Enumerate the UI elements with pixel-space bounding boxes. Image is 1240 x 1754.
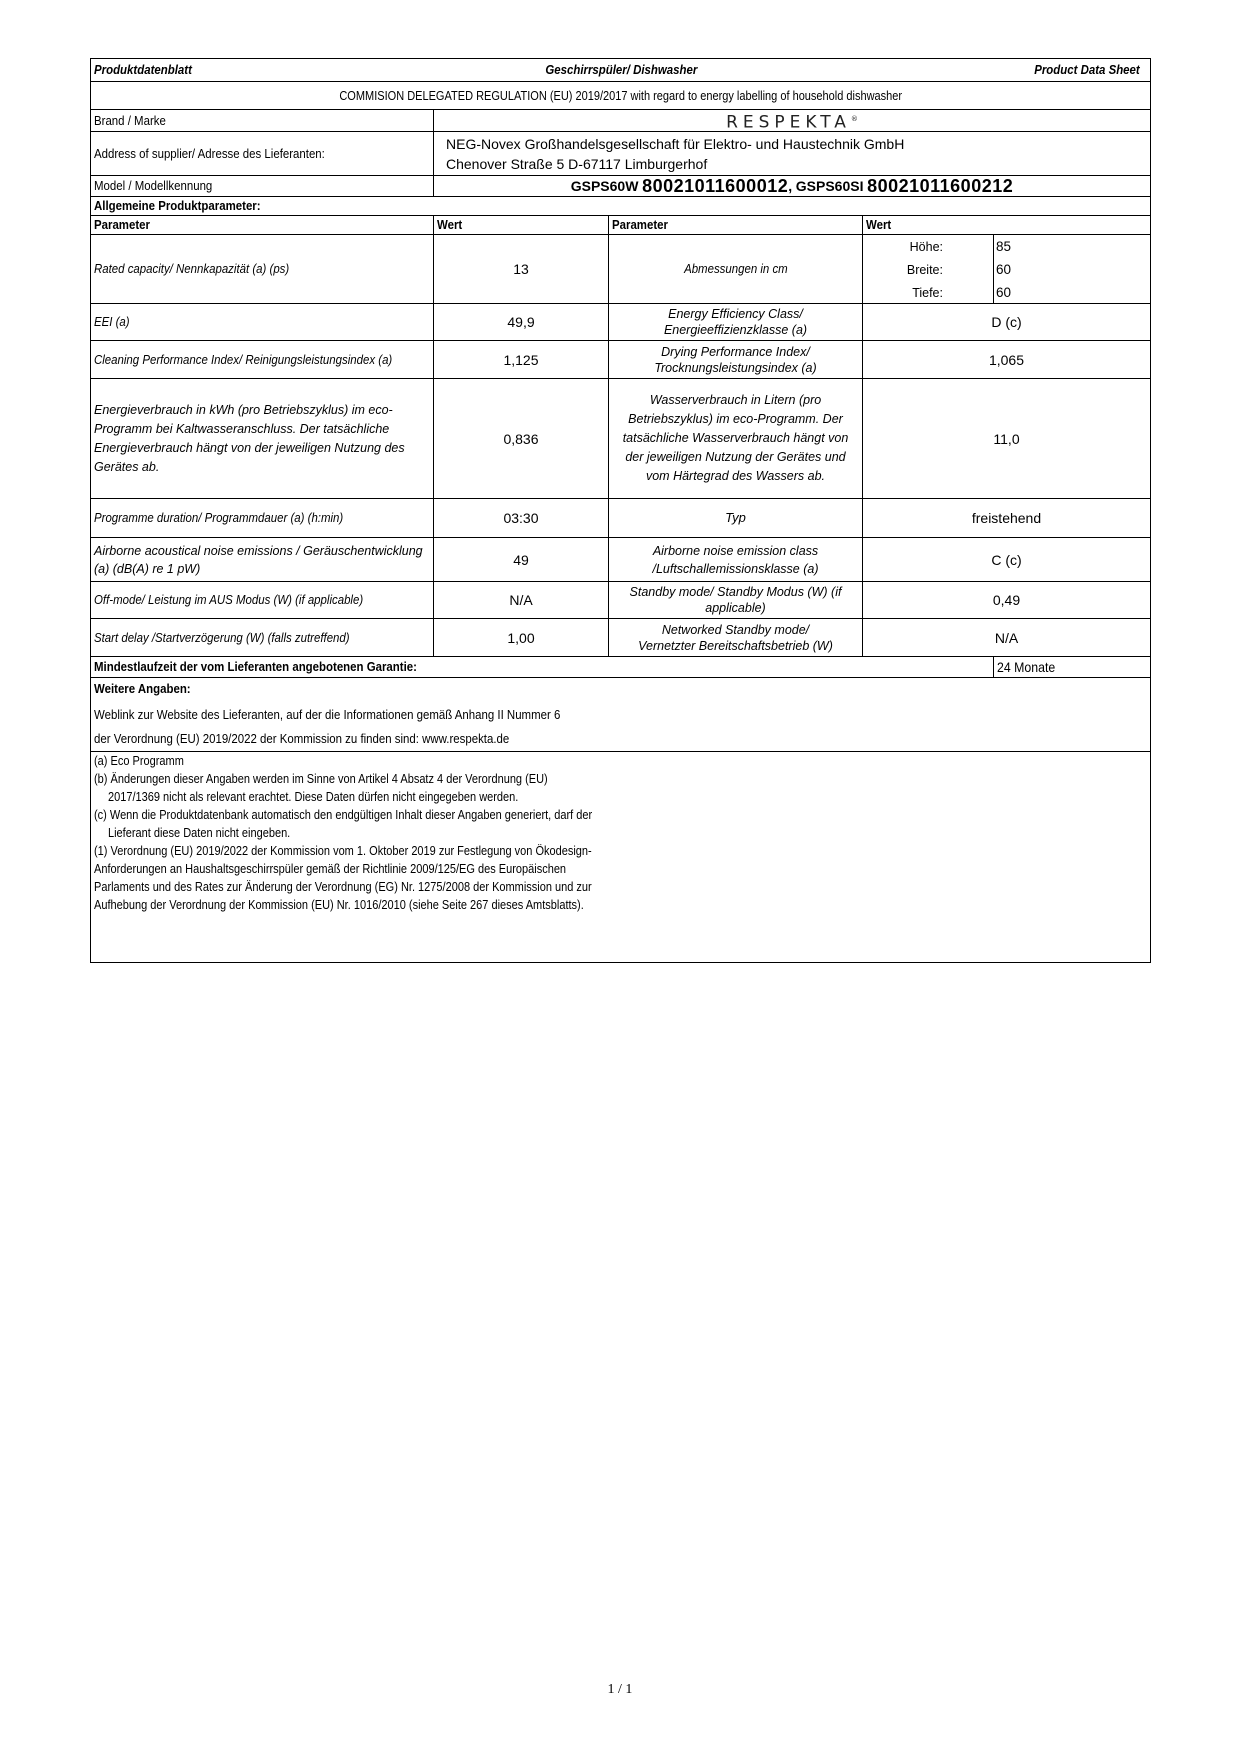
dimensions-label: Abmessungen in cm (683, 261, 788, 276)
col-parameter-1: Parameter (94, 217, 150, 232)
model-separator: , (788, 178, 793, 194)
standby-label: Standby mode/ Standby Modus (W) (if applicable) (629, 585, 842, 615)
capacity-value: 13 (513, 261, 529, 277)
model-row (91, 175, 1150, 196)
eei-row (91, 303, 1150, 340)
drying-value: 1,065 (988, 351, 1025, 368)
width-value: 60 (996, 261, 1012, 277)
brand-label: Brand / Marke (94, 112, 166, 128)
type-value: freistehend (971, 510, 1042, 526)
col-value-1: Wert (437, 217, 463, 232)
guarantee-label: Mindestlaufzeit der vom Lieferanten angebotenen Garantie: (94, 659, 417, 674)
footnotes (91, 751, 1150, 962)
note-c: (c) Wenn die Produktdatenbank automatisch den endgültigen Inhalt dieser Angaben generiert, darf der (94, 808, 593, 822)
product-data-sheet (90, 58, 1151, 963)
note-a: (a) Eco Programm (94, 754, 184, 768)
efficiency-class-value: D (c) (991, 314, 1022, 330)
offmode-value: N/A (509, 592, 533, 608)
width-label: Breite: (906, 262, 943, 277)
duration-row (91, 498, 1150, 537)
water-value: 11,0 (993, 430, 1020, 447)
noise-class-label: Airborne noise emission class /Luftschallemissionsklasse (a) (652, 543, 819, 576)
model-2: GSPS60SI (795, 178, 864, 194)
noise-class-value: C (c) (991, 551, 1022, 568)
drying-label: Drying Performance Index/ Trocknungsleistungsindex (a) (654, 344, 817, 375)
height-label: Höhe: (909, 239, 943, 254)
further-heading: Weitere Angaben: (94, 681, 191, 696)
supplier-name: NEG-Novex Großhandelsgesellschaft für Elektro- und Haustechnik GmbH (446, 135, 905, 152)
guarantee-row (91, 656, 1150, 677)
efficiency-class-label: Energy Efficiency Class/ Energieeffizienzklasse (a) (663, 307, 808, 337)
model-1: GSPS60W (570, 178, 639, 194)
depth-value: 60 (996, 284, 1012, 300)
supplier-label: Address of supplier/ Adresse des Lieferanten: (94, 145, 325, 161)
further-line-2: der Verordnung (EU) 2019/2022 der Kommission zu finden sind: www.respekta.de (94, 731, 510, 746)
further-line-1: Weblink zur Website des Lieferanten, auf der die Informationen gemäß Anhang II Nummer 6 (94, 707, 561, 722)
networked-standby-value: N/A (994, 629, 1019, 646)
dimensions-table (862, 235, 1150, 303)
depth-label: Tiefe: (912, 285, 943, 300)
offmode-label: Off-mode/ Leistung im AUS Modus (W) (if applicable) (94, 592, 364, 607)
note-1-cont-3: Aufhebung der Verordnung der Kommission (EU) Nr. 1016/2010 (siehe Seite 267 dieses Amtsblatts). (94, 898, 584, 912)
ean-1: 80021011600012 (642, 176, 789, 196)
duration-label: Programme duration/ Programmdauer (a) (h:min) (94, 510, 344, 525)
water-label: Wasserverbrauch in Litern (pro Betriebszyklus) im eco-Programm. Der tatsächliche Wasserverbrauch hängt von der jeweiligen Nutzung der Gerätes und vom Härtegrad des Wassers ab. (622, 393, 849, 483)
height-value: 85 (996, 238, 1012, 254)
col-value-2: Wert (866, 217, 892, 232)
regulation-row (91, 81, 1150, 109)
energy-row (91, 378, 1150, 498)
header-right: Product Data Sheet (1034, 62, 1140, 77)
sheet-header (91, 59, 1150, 81)
page-number: 1 / 1 (607, 1682, 633, 1697)
eei-label: EEI (a) (94, 314, 130, 329)
note-1-cont-2: Parlaments und des Rates zur Änderung der Verordnung (EG) Nr. 1275/2008 der Kommission und zur (94, 880, 592, 894)
supplier-row (91, 131, 1150, 175)
eei-value: 49,9 (507, 314, 535, 330)
delay-label: Start delay /Startverzögerung (W) (falls zutreffend) (94, 629, 350, 645)
type-label: Typ (725, 510, 746, 525)
model-label: Model / Modellkennung (94, 178, 213, 193)
note-1: (1) Verordnung (EU) 2019/2022 der Kommission vom 1. Oktober 2019 zur Festlegung von Ökodesign- (94, 844, 592, 858)
ean-2: 80021011600212 (867, 176, 1014, 196)
noise-label: Airborne acoustical noise emissions / Geräuschentwicklung (a) (dB(A) re 1 pW) (94, 543, 423, 576)
energy-value: 0,836 (503, 430, 539, 447)
note-b: (b) Änderungen dieser Angaben werden im Sinne von Artikel 4 Absatz 4 der Verordnung (EU) (94, 772, 548, 786)
cleaning-row (91, 340, 1150, 378)
brand-row (91, 109, 1150, 131)
networked-standby-label: Networked Standby mode/ Vernetzter Bereitschaftsbetrieb (W) (638, 622, 833, 653)
noise-value: 49 (513, 551, 529, 568)
delay-row (91, 618, 1150, 656)
supplier-address: Chenover Straße 5 D-67117 Limburgerhof (446, 155, 708, 172)
general-heading: Allgemeine Produktparameter: (94, 198, 261, 213)
duration-value: 03:30 (503, 510, 539, 526)
noise-row (91, 537, 1150, 581)
header-left: Produktdatenblatt (94, 62, 192, 77)
note-b-cont: 2017/1369 nicht als relevant erachtet. Diese Daten dürfen nicht eingegeben werden. (108, 790, 519, 804)
cleaning-label: Cleaning Performance Index/ Reinigungsleistungsindex (a) (94, 351, 393, 367)
header-center: Geschirrspüler/ Dishwasher (545, 62, 697, 77)
delay-value: 1,00 (507, 629, 535, 646)
standby-value: 0,49 (992, 592, 1021, 608)
energy-label: Energieverbrauch in kWh (pro Betriebszyklus) im eco-Programm bei Kaltwasseranschluss. Der tatsächliche Energieverbrauch hängt von der jeweiligen Nutzung des Gerätes ab. (94, 402, 405, 474)
capacity-label: Rated capacity/ Nennkapazität (a) (ps) (94, 261, 290, 276)
general-heading-row (91, 196, 1150, 215)
note-1-cont-1: Anforderungen an Haushaltsgeschirrspüler gemäß der Richtlinie 2009/125/EG des Europäischen (94, 862, 567, 876)
col-parameter-2: Parameter (612, 217, 668, 232)
cleaning-value: 1,125 (503, 351, 539, 368)
further-info (91, 677, 1150, 751)
respekta-logo: RESPEKTA® (726, 112, 858, 133)
regulation-text: COMMISION DELEGATED REGULATION (EU) 2019/2017 with regard to energy labelling of household dishwasher (339, 88, 902, 103)
offmode-row (91, 581, 1150, 618)
column-header-row (91, 215, 1150, 234)
capacity-row (91, 234, 1150, 303)
note-c-cont: Lieferant diese Daten nicht eingeben. (108, 826, 291, 840)
guarantee-value: 24 Monate (997, 659, 1056, 675)
